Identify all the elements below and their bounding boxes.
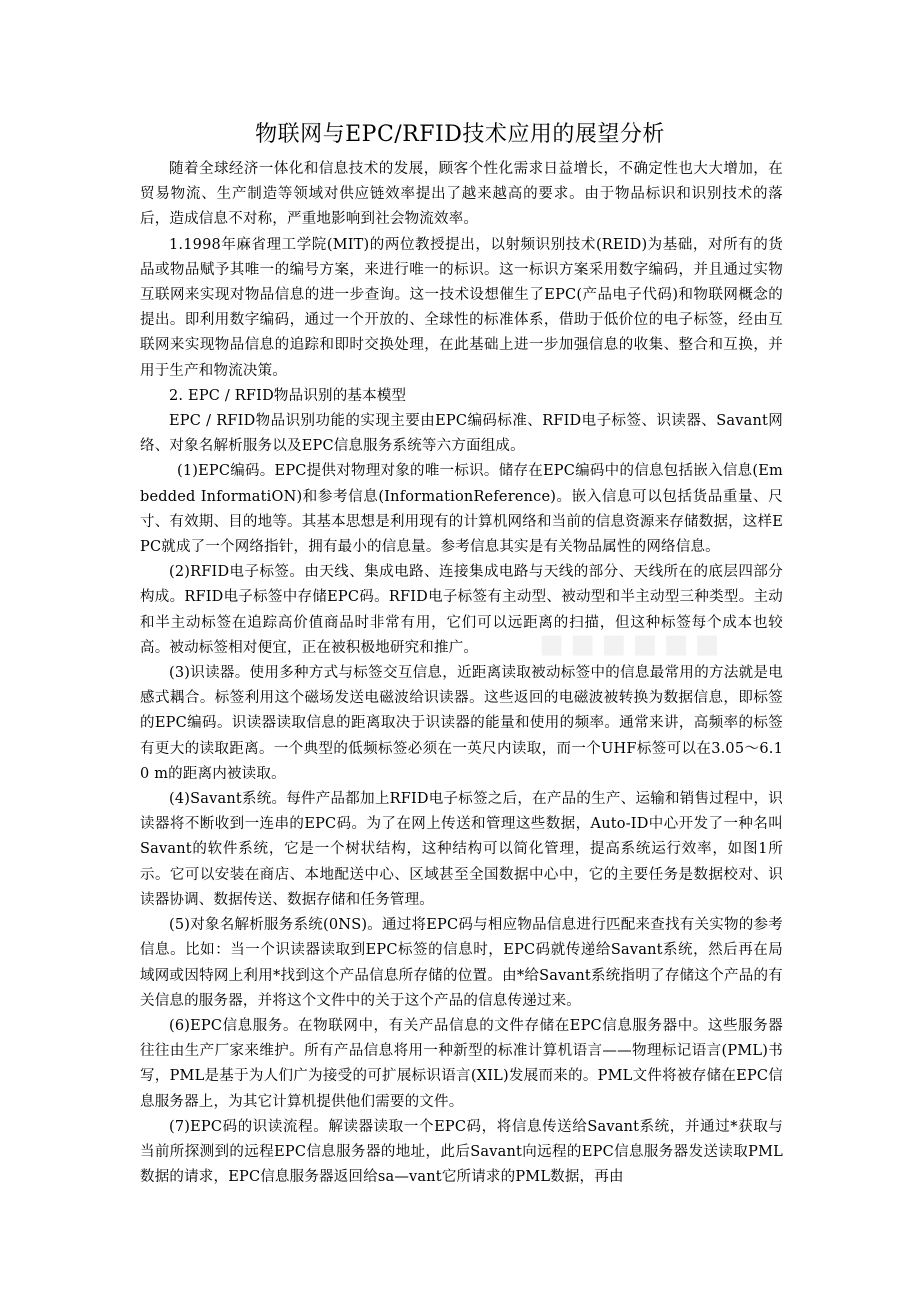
epc-information-service-paragraph: (6)EPC信息服务。在物联网中，有关产品信息的文件存储在EPC信息服务器中。这些服务器往往由生产厂家来维护。所有产品信息将用一种新型的标准计算机语言——物理标记语言(PML)书写，PML是基于为人们广为接受的可扩展标识语言(XIL)发展而来的。PML文件将被存储在EPC信息服务器上，为其它计算机提供他们需要的文件。 [140, 1017, 783, 1110]
section-2-heading: 2. EPC / RFID物品识别的基本模型 [169, 387, 407, 404]
section-1-paragraph: 1.1998年麻省理工学院(MIT)的两位教授提出，以射频识别技术(REID)为基础，对所有的货品或物品赋予其唯一的编号方案，来进行唯一的标识。这一标识方案采用数字编码，并且通过实物互联网来实现对物品信息的进一步查询。这一技术设想催生了EPC(产品电子代码)和物联网概念的提出。即利用数字编码，通过一个开放的、全球性的标准体系，借助于低价位的电子标签，经由互联网来实现物品信息的追踪和即时交换处理，在此基础上进一步加强信息的收集、整合和互换，并用于生产和物流决策。 [140, 236, 783, 379]
reader-paragraph: (3)识读器。使用多种方式与标签交互信息，近距离读取被动标签中的信息最常用的方法就是电感式耦合。标签利用这个磁场发送电磁波给识读器。这些返回的电磁波被转换为数据信息，即标签的EPC编码。识读器读取信息的距离取决于识读器的能量和使用的频率。通常来讲，高频率的标签有更大的读取距离。一个典型的低频标签必须在一英尺内读取，而一个UHF标签可以在3.05～6.10 m的距离内被读取。 [140, 665, 783, 782]
savant-paragraph: (4)Savant系统。每件产品都加上RFID电子标签之后，在产品的生产、运输和销售过程中，识读器将不断收到一连串的EPC码。为了在网上传送和管理这些数据，Auto-ID中心开发了一种名叫Savant的软件系统，它是一个树状结构，这种结构可以简化管理，提高系统运行效率，如图1所示。它可以安装在商店、本地配送中心、区域甚至全国数据中心中，它的主要任务是数据校对、识读器协调、数据传送、数据存储和任务管理。 [140, 791, 783, 908]
page-title: 物联网与EPC/RFID技术应用的展望分析 [255, 122, 665, 147]
epc-reading-flow-paragraph: (7)EPC码的识读流程。解读器读取一个EPC码，将信息传送给Savant系统，并通过*获取与当前所探测到的远程EPC信息服务器的地址，此后Savant向远程的EPC信息服务器发送读取PML数据的请求，EPC信息服务器返回给sa—vant它所请求的PML数据，再由 [140, 1118, 783, 1186]
epc-code-paragraph: (1)EPC编码。EPC提供对物理对象的唯一标识。储存在EPC编码中的信息包括嵌入信息(Embedded InformatiON)和参考信息(InformationReference)。嵌入信息可以包括货品重量、尺寸、有效期、目的地等。其基本思想是利用现有的计算机网络和当前的信息资源来存储数据，这样EPC就成了一个网络指针，拥有最小的信息量。参考信息其实是有关物品属性的网络信息。 [140, 463, 783, 556]
watermark: ▪▪▪▪▪▪ [538, 620, 725, 666]
body-text [140, 157, 783, 1190]
model-overview-paragraph: EPC / RFID物品识别功能的实现主要由EPC编码标准、RFID电子标签、识读器、Savant网络、对象名解析服务以及EPC信息服务系统等六方面组成。 [140, 413, 783, 455]
ons-paragraph: (5)对象名解析服务系统(0NS)。通过将EPC码与相应物品信息进行匹配来查找有关实物的参考信息。比如：当一个识读器读取到EPC标签的信息时，EPC码就传递给Savant系统，然后再在局域网或因特网上利用*找到这个产品信息所存储的位置。由*给Savant系统指明了存储这个产品的有关信息的服务器，并将这个文件中的关于这个产品的信息传递过来。 [140, 917, 783, 1009]
rfid-tag-paragraph: (2)RFID电子标签。由天线、集成电路、连接集成电路与天线的部分、天线所在的底层四部分构成。RFID电子标签中存储EPC码。RFID电子标签有主动型、被动型和半主动型三种类型。主动和半主动标签在追踪高价值商品时非常有用，它们可以远距离的扫描，但这种标签每个成本也较高。被动标签相对便宜，正在被积极地研究和推广。 [140, 564, 783, 656]
intro-paragraph: 随着全球经济一体化和信息技术的发展，顾客个性化需求日益增长，不确定性也大大增加，在贸易物流、生产制造等领域对供应链效率提出了越来越高的要求。由于物品标识和识别技术的落后，造成信息不对称，严重地影响到社会物流效率。 [140, 161, 783, 228]
